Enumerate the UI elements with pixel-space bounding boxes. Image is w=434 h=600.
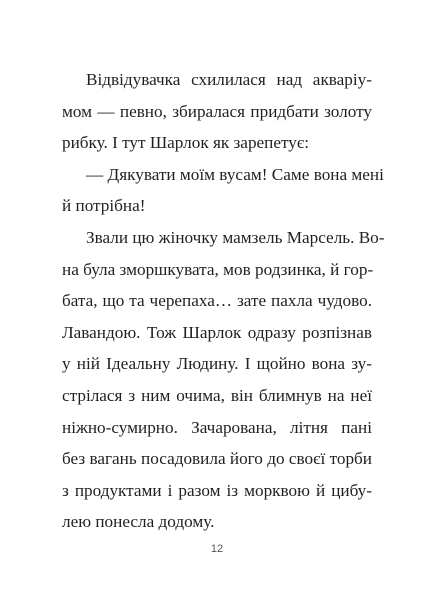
text-line: мом — певно, збиралася придбати золоту	[62, 101, 372, 121]
text-line: з продуктами і разом із морквою й цибу-	[62, 480, 372, 500]
text-line: у ній Ідеальну Людину. І щойно вона зу-	[62, 354, 372, 374]
text-line: Лавандою. Тож Шарлок одразу розпізнав	[62, 322, 372, 342]
text-line: без вагань посадовила його до своєї торби	[62, 449, 372, 469]
text-line: й потрібна!	[62, 196, 146, 216]
text-line: ніжно-сумирно. Зачарована, літня пані	[62, 417, 372, 437]
text-line: бата, що та черепаха… зате пахла чудово.	[62, 291, 372, 311]
text-line: рибку. І тут Шарлок як зарепетує:	[62, 133, 310, 153]
text-line: Звали цю жіночку мамзель Марсель. Во-	[86, 228, 385, 247]
text-line: стрілася з ним очима, він блимнув на неї	[62, 386, 372, 405]
text-line: Відвідувачка схилилася над акваріу-	[86, 70, 372, 89]
text-line: на була зморшкувата, мов родзинка, й гор-	[62, 259, 374, 279]
page-number: 12	[210, 543, 224, 555]
text-line: — Дякувати моїм вусам! Саме вона мені	[86, 164, 384, 184]
text-line: лею понесла додому.	[62, 512, 215, 532]
